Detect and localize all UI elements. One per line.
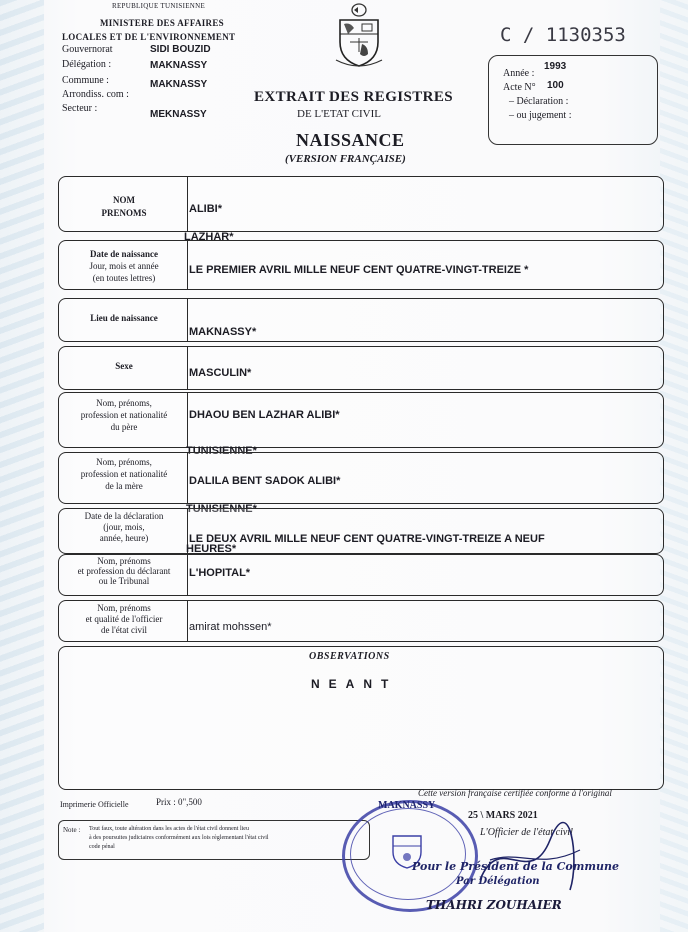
pere-value: DHAOU BEN LAZHAR ALIBI* (189, 409, 340, 421)
declaration-value: LE DEUX AVRIL MILLE NEUF CENT QUATRE-VINGT-TREIZE A NEUF (189, 533, 545, 545)
declaration-label1: Date de la déclaration (84, 511, 164, 521)
declaration-label: – Déclaration : (509, 96, 569, 107)
row-separator (187, 601, 188, 641)
officier-label2: et qualité de l'officier (85, 614, 163, 624)
declaration-label2: (jour, mois, (103, 522, 145, 532)
date-naissance-value: LE PREMIER AVRIL MILLE NEUF CENT QUATRE-VINGT-TREIZE * (189, 264, 529, 276)
delegation-label: Délégation : (62, 59, 112, 70)
mere-label2: profession et nationalité (80, 469, 168, 479)
row-date-naissance (58, 240, 664, 290)
ministry-line2: LOCALES ET DE L'ENVIRONNEMENT (62, 32, 236, 42)
row-separator (187, 393, 188, 447)
signatory-name: THAHRI ZOUHAIER (426, 898, 562, 912)
title-version: (VERSION FRANÇAISE) (285, 153, 406, 165)
officier-label1: Nom, prénoms (97, 603, 151, 613)
note-label: Note : (63, 826, 81, 834)
officier-etat-civil-label: L'Officier de l'état civil (480, 827, 573, 838)
row-sexe (58, 346, 664, 390)
pere-label3: du père (110, 422, 138, 432)
left-security-strip (0, 0, 44, 932)
row-separator (187, 177, 188, 231)
row-officier (58, 600, 664, 642)
row-separator (187, 299, 188, 341)
right-security-strip (660, 0, 688, 932)
stamp-commune-text: MAKNASSY (378, 800, 436, 811)
imprimerie-label: Imprimerie Officielle (60, 800, 129, 809)
declaration-label3: année, heure) (99, 533, 149, 543)
president-text: Pour le Président de la Commune (412, 860, 619, 873)
commune-label: Commune : (62, 75, 109, 86)
date-naissance-label: Date de naissance (90, 249, 158, 259)
title-extrait: EXTRAIT DES REGISTRES (254, 89, 454, 105)
title-naissance: NAISSANCE (296, 130, 405, 150)
date-naissance-sublabel2: (en toutes lettres) (92, 273, 156, 283)
delegation-value: MAKNASSY (150, 60, 208, 71)
row-mere (58, 452, 664, 504)
serial-number: C / 1130353 (500, 24, 626, 46)
observations-value: NEANT (311, 677, 398, 691)
row-separator (187, 555, 188, 595)
officier-label3: de l'état civil (100, 625, 148, 635)
mere-label1: Nom, prénoms, (96, 457, 152, 467)
annee-label: Année : (503, 68, 535, 79)
title-etat-civil: DE L'ETAT CIVIL (297, 108, 381, 120)
gouvernorat-label: Gouvernorat (62, 44, 113, 55)
jugement-label: – ou jugement : (509, 110, 572, 121)
pere-label2: profession et nationalité (80, 410, 168, 420)
row-separator (187, 241, 188, 289)
republic-label: REPUBLIQUE TUNISIENNE (112, 2, 206, 10)
declaration-heures-value: HEURES* (186, 543, 237, 555)
note-box (58, 820, 370, 860)
secteur-label: Secteur : (62, 103, 98, 114)
lieu-label: Lieu de naissance (90, 313, 158, 323)
mere-label3: de la mère (105, 481, 143, 491)
mere-value: DALILA BENT SADOK ALIBI* (189, 475, 341, 487)
acte-label: Acte N° (503, 82, 536, 93)
declarant-value: L'HOPITAL* (189, 567, 251, 579)
note-text3: code pénal (89, 844, 115, 850)
secteur-value: MEKNASSY (150, 109, 207, 120)
prix-label: Prix : 0",500 (156, 797, 202, 807)
reference-box (488, 55, 658, 145)
lieu-value: MAKNASSY* (189, 326, 257, 338)
declarant-label1: Nom, prénoms (97, 556, 151, 566)
row-date-declaration (58, 508, 664, 554)
pere-label1: Nom, prénoms, (96, 398, 152, 408)
declarant-label2: et profession du déclarant (77, 566, 171, 576)
declarant-label3: ou le Tribunal (98, 576, 150, 586)
issue-date: 25 \ MARS 2021 (468, 810, 538, 821)
mere-nationalite-value: TUNISIENNE* (186, 503, 257, 515)
arrondissement-label: Arrondiss. com : (62, 89, 129, 100)
row-declarant (58, 554, 664, 596)
sexe-label: Sexe (115, 361, 133, 371)
par-delegation-text: Par Délégation (456, 876, 540, 887)
signature-scribble-icon (470, 820, 590, 910)
certified-text: Cette version française certifiée conforme à l'original (418, 788, 612, 798)
pere-nationalite-value: TUNISIENNE* (186, 445, 257, 457)
sexe-value: MASCULIN* (189, 367, 252, 379)
observations-box (58, 646, 664, 790)
row-nom-prenoms (58, 176, 664, 232)
row-separator (187, 347, 188, 389)
date-naissance-sublabel: Jour, mois et année (89, 261, 159, 271)
row-pere (58, 392, 664, 448)
nom-value: ALIBI* (189, 203, 222, 215)
row-lieu-naissance (58, 298, 664, 342)
gouvernorat-value: SIDI BOUZID (150, 44, 211, 55)
commune-value: MAKNASSY (150, 79, 208, 90)
prenoms-label: PRENOMS (101, 208, 147, 218)
prenoms-value: LAZHAR* (184, 231, 234, 243)
note-text1: Tout faux, toute altération dans les actes de l'état civil donnent lieu (89, 826, 249, 832)
nom-label: NOM (113, 195, 135, 205)
observations-title: OBSERVATIONS (309, 651, 390, 662)
ministry-line1: MINISTERE DES AFFAIRES (100, 18, 224, 28)
note-text2: à des poursuites judiciaires conformément aux lois règlementant l'état civil (89, 835, 269, 841)
officier-value: amirat mohssen* (189, 621, 272, 633)
annee-value: 1993 (544, 61, 567, 72)
acte-value: 100 (547, 80, 564, 91)
row-separator (187, 453, 188, 503)
coat-of-arms-icon (332, 2, 386, 68)
